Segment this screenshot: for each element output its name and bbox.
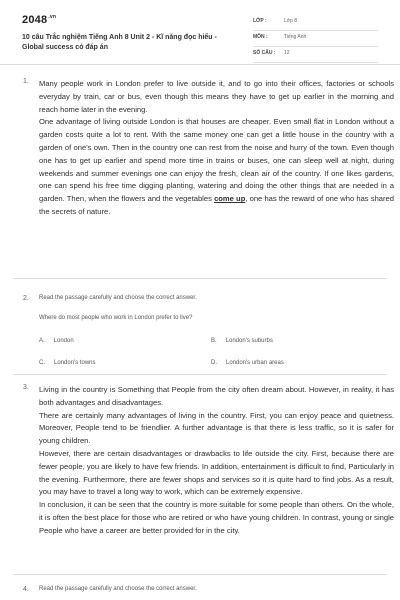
passage-paragraph	[39, 116, 394, 218]
document-title: 10 câu Trắc nghiệm Tiếng Anh 8 Unit 2 - Kĩ năng đọc hiểu - Global success có đáp án	[22, 34, 217, 51]
passage-text: One advantage of living outside London is that houses are cheaper. Even small flat in London without a garden costs quite a lot to rent. With the same money one can get a little house in the country with a garden of one's own. Then in the country one can rest from the noise and hurry of the town. Even though one has to get up earlier and spend more time in trains or buses, one can sleep well at night, during weekends and summer evenings one can enjoy the fresh, clean air of the country. If one likes gardens, one can spend his free time digging planting, watering and doing the other things that are needed in a garden. Then, when the flowers and the vegetables	[39, 117, 394, 204]
meta-row-subject	[253, 31, 378, 47]
question-2	[14, 278, 386, 375]
passage-paragraph: However, there are certain disadvantages or drawbacks to life outside the city. First, because there are fewer people, you are likely to have few friends. In addition, entertainment is difficult to find, Particularly in the evening. Furthermore, there are fewer shops and services so it is quite hard to find jobs. As a result, you may have to travel a long way to work, which can be extremely expensive.	[39, 448, 394, 497]
question-number: 3.	[23, 384, 29, 391]
meta-value-subject: Tiếng Anh	[284, 34, 307, 40]
meta-value-question-count: 12	[284, 50, 290, 56]
passage-text: , one has the reward of one who has shared the secrets of nature.	[39, 194, 394, 216]
meta-row-class	[253, 15, 378, 31]
logo-suffix: .vn	[48, 14, 57, 21]
question-3	[14, 374, 394, 575]
question-instruction: Read the passage carefully and choose the correct answer.	[39, 295, 197, 301]
logo-text: 2048	[22, 14, 48, 26]
answer-option-a[interactable]: A. London	[39, 338, 74, 344]
question-1	[14, 78, 394, 279]
answer-option-c[interactable]: C. London's towns	[39, 360, 96, 366]
answer-option-b[interactable]: B. London's suburbs	[211, 338, 273, 344]
meta-row-question-count	[253, 47, 378, 63]
meta-label-question-count: SỐ CÂU :	[253, 50, 276, 56]
passage-paragraph: Many people work in London prefer to live outside it, and to go into their offices, factories or schools everyday by train, car or bus, even though this means they have to get up earlier in the morning and reach home later in the evening.	[39, 79, 394, 114]
question-list	[0, 64, 400, 600]
reading-passage	[39, 78, 394, 219]
underlined-phrase: come up	[214, 194, 246, 204]
question-number: 2.	[23, 295, 29, 302]
passage-paragraph: There are certainly many advantages of living in the country. First, you can enjoy peace and quietness. Moreover, People tend to be friendlier. A further advantage is that there is less traffic, so it is safer for young children.	[39, 410, 394, 446]
meta-label-class: LỚP :	[253, 18, 267, 24]
page-header	[0, 0, 400, 65]
answer-option-d[interactable]: D. London's urban areas	[211, 360, 284, 366]
question-4	[14, 574, 386, 600]
passage-paragraph: Living in the country is Something that People from the city often dream about. However, in reality, it has both advantages and disadvantages.	[39, 385, 394, 407]
question-text: Where do most people who work in London prefer to live?	[39, 315, 193, 321]
question-number: 1.	[23, 78, 29, 85]
meta-label-subject: MÔN :	[253, 34, 268, 40]
question-number: 4.	[23, 586, 29, 593]
question-instruction: Read the passage carefully and choose the correct answer.	[39, 586, 197, 592]
meta-value-class: Lớp 8	[284, 18, 298, 24]
passage-paragraph: In conclusion, it can be seen that the country is more suitable for some people than others. On the whole, it is often the best place for those who are retired or who have young children. In contrast, young or single People who have a career are better provided for in the city.	[39, 500, 394, 535]
reading-passage	[39, 384, 394, 538]
document-meta	[253, 15, 378, 63]
site-logo[interactable]	[22, 14, 56, 26]
